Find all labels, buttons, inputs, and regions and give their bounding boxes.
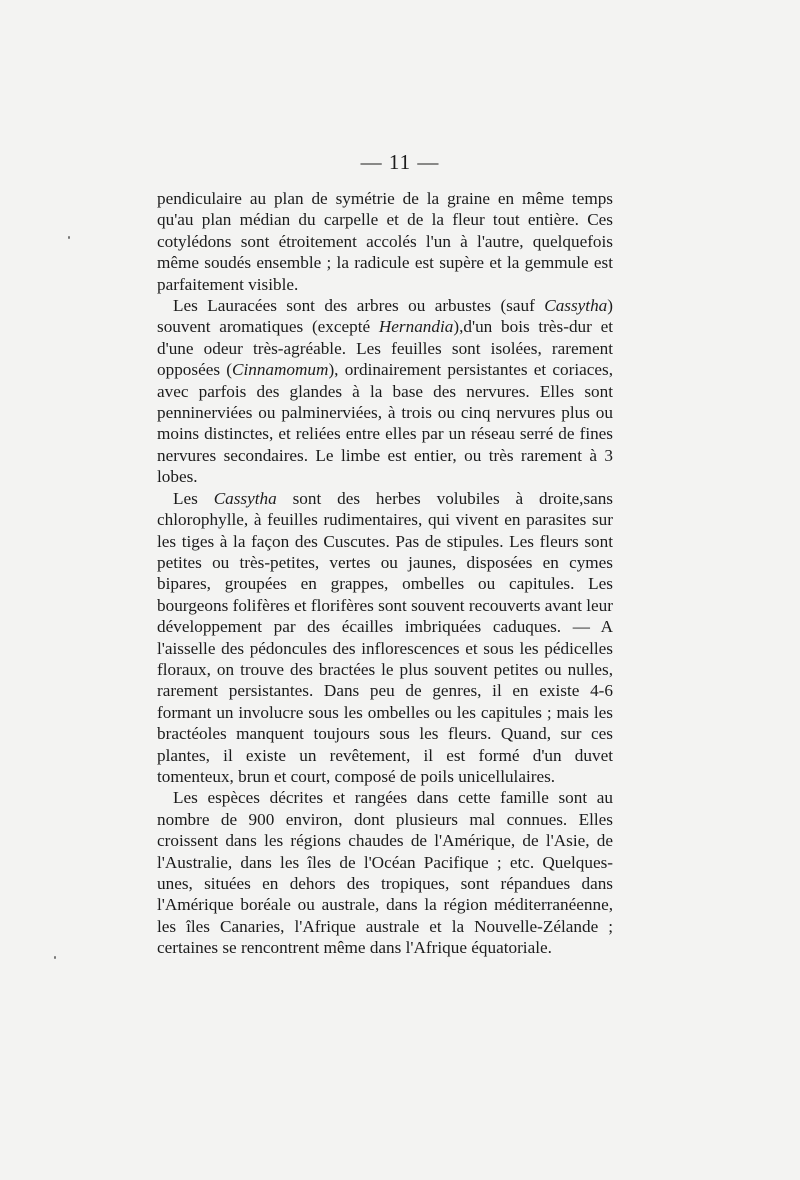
body-text: [157, 188, 613, 959]
text-run: pendiculaire au plan de symétrie de la graine en même temps qu'au plan médian du carpelle et de la fleur tout entière. Ces cotylédons sont étroitement accolés l'un à l'autre, quelquefois même soudés ensemble ; la radicule est supère et la gemmule est parfaitement visible.: [157, 189, 613, 294]
scan-speck: [54, 956, 56, 959]
paragraph: [157, 488, 613, 788]
italic-term: Hernandia: [378, 317, 454, 337]
page-number: — 11 —: [360, 150, 440, 174]
italic-term: Cassytha: [213, 488, 277, 508]
italic-term: Cassytha: [544, 296, 608, 316]
text-run: sont des herbes volubiles à droite,sans chlorophylle, à feuilles rudimentaires, qui vivent en parasites sur les tiges à la façon des Cuscutes. Pas de stipules. Les fleurs sont petites ou très-petites, vertes ou jaunes, disposées en cymes bipares, groupées en grappes, ombelles ou capitules. Les bourgeons folifères et florifères sont souvent recouverts avant leur développement par des écailles imbriquées caduques. — A l'aisselle des pédoncules des inflorescences et sous les pédicelles floraux, on trouve des bractées le plus souvent petites ou nulles, rarement persistantes. Dans peu de genres, il en existe 4-6 formant un involucre sous les ombelles ou les capitules ; mais les bractéoles manquent toujours sous les fleurs. Quand, sur ces plantes, il existe un revêtement, il est formé d'un duvet tomenteux, brun et court, composé de poils unicellulaires.: [157, 488, 613, 786]
paragraph: [157, 188, 613, 295]
paragraph: [157, 295, 613, 488]
text-run: ) souvent aromatiques (excepté: [157, 296, 613, 337]
scan-speck: [68, 236, 70, 239]
paragraph: [157, 787, 613, 958]
text-run: Les Lauracées sont des arbres ou arbustes (sauf: [173, 296, 545, 316]
text-run: ), ordinairement persistantes et coriaces, avec parfois des glandes à la base des nervures. Elles sont penninerviées ou palminerviées, à trois ou cinq nervures plus ou moins distinctes, et reliées entre elles par un réseau serré de fines nervures secondaires. Le limbe est entier, ou très rarement à 3 lobes.: [157, 360, 614, 487]
italic-term: Cinnamomum: [231, 360, 329, 380]
text-run: Les: [173, 488, 214, 508]
text-run: Les espèces décrites et rangées dans cette famille sont au nombre de 900 environ, dont plusieurs mal connues. Elles croissent dans les régions chaudes de l'Amérique, de l'Asie, de l'Australie, dans les îles de l'Océan Pacifique ; etc. Quelques-unes, situées en dehors des tropiques, sont répandues dans l'Amérique boréale ou australe, dans la région méditerranéenne, les îles Canaries, l'Afrique australe et la Nouvelle-Zélande ; certaines se rencontrent même dans l'Afrique équatoriale.: [157, 788, 613, 958]
text-run: ),d'un bois très-dur et d'une odeur très-agréable. Les feuilles sont isolées, rarement opposées (: [157, 317, 613, 380]
